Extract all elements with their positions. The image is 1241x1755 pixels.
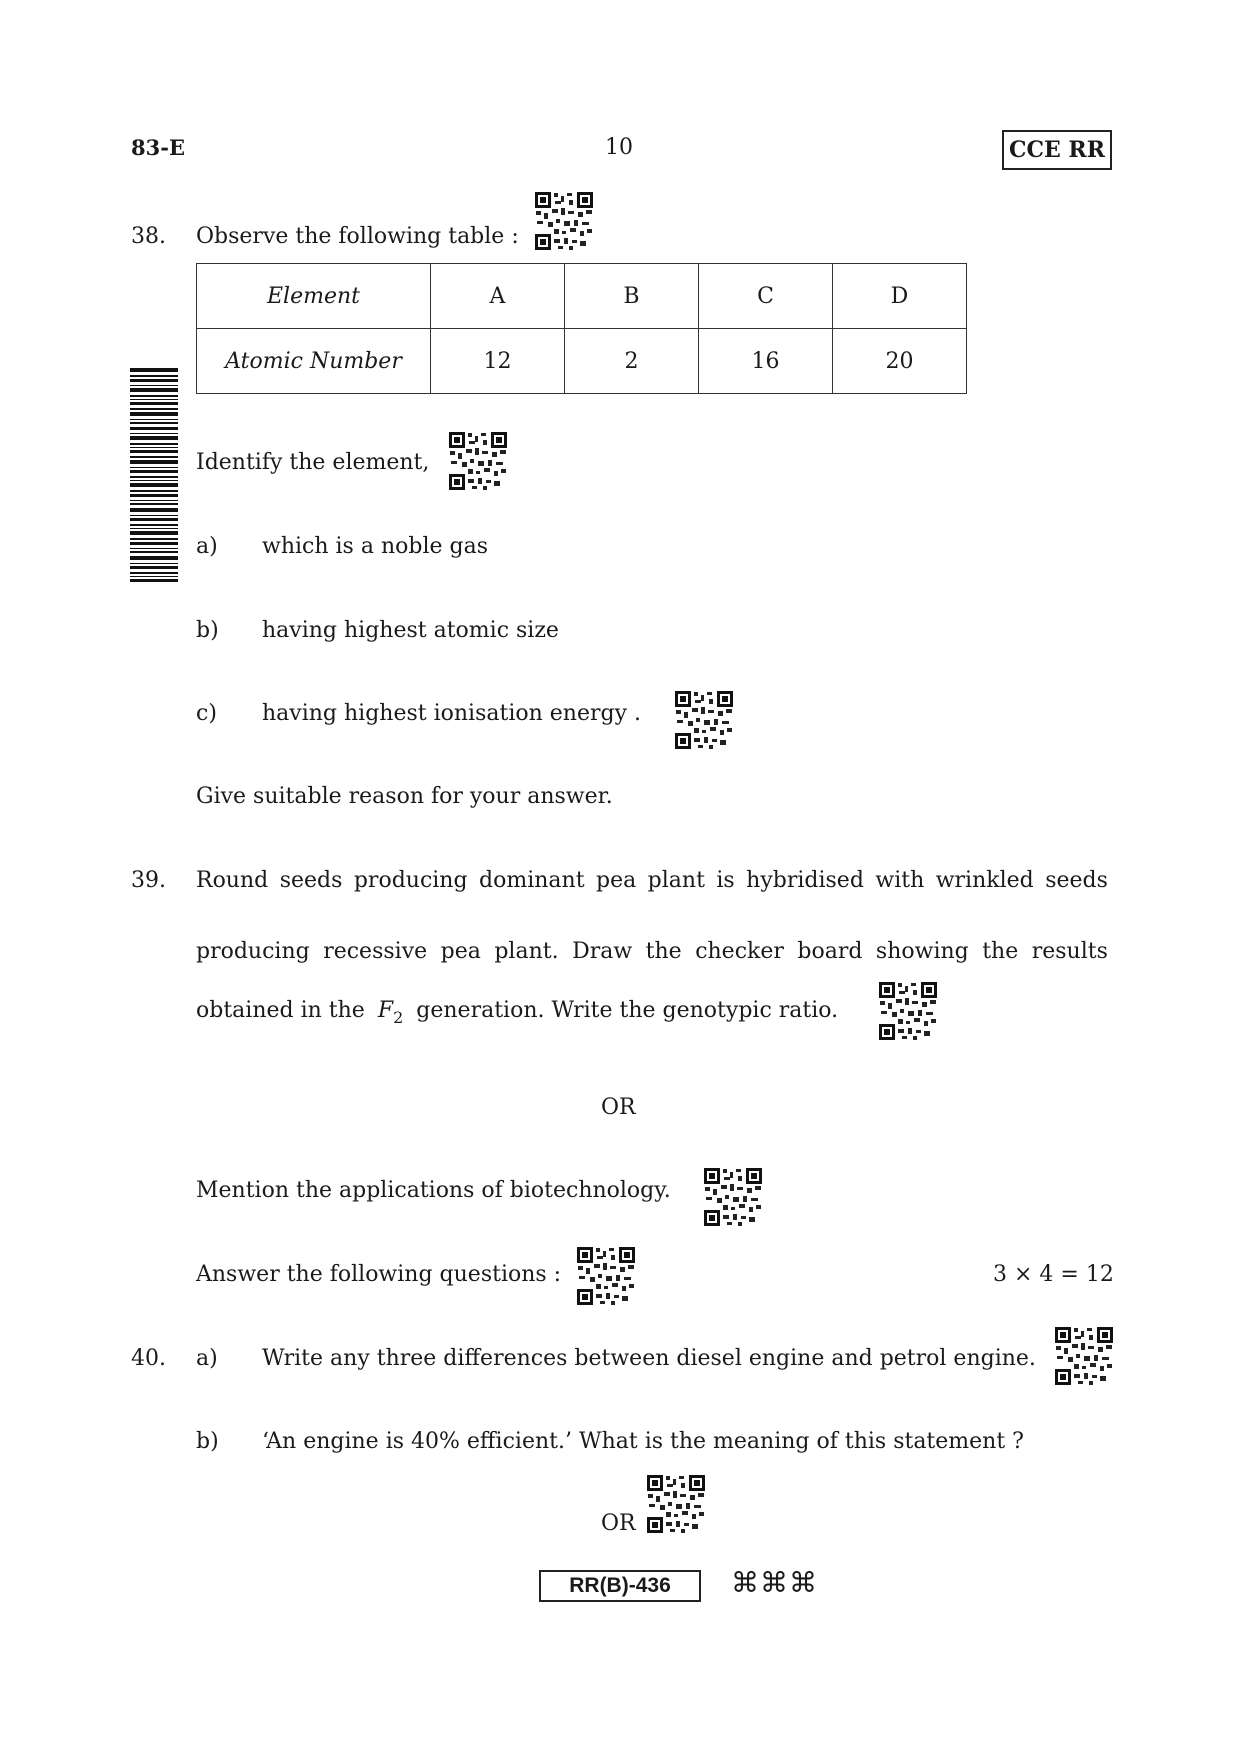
or-separator: OR — [601, 1095, 636, 1120]
table-cell: A — [431, 264, 565, 329]
part-text: which is a noble gas — [262, 534, 488, 559]
word: wrinkled — [935, 868, 1034, 893]
word: dominant — [479, 868, 585, 893]
qr-code-icon — [703, 1167, 763, 1227]
word: hybridised — [746, 868, 864, 893]
f-symbol: F — [377, 998, 394, 1023]
question-prompt: Observe the following table : — [196, 224, 519, 249]
word: plant. — [494, 939, 559, 964]
word: pea — [596, 868, 637, 893]
word: producing — [353, 868, 468, 893]
word: is — [716, 868, 735, 893]
series-badge: CCE RR — [1002, 130, 1112, 170]
table-cell: 20 — [833, 329, 967, 394]
question-number: 39. — [131, 868, 166, 893]
table-cell: C — [699, 264, 833, 329]
word: with — [875, 868, 925, 893]
question-line — [196, 941, 1108, 963]
part-label: b) — [196, 1429, 219, 1454]
question-number: 40. — [131, 1346, 166, 1371]
word: board — [797, 939, 863, 964]
question-line — [196, 998, 839, 1027]
qr-code-icon — [674, 690, 734, 750]
word: seeds — [279, 868, 343, 893]
section-instruction: Answer the following questions : — [196, 1262, 562, 1287]
qr-code-icon — [1054, 1326, 1114, 1386]
qr-code-icon — [534, 191, 594, 251]
question-number: 38. — [131, 224, 166, 249]
table-cell: Atomic Number — [197, 329, 431, 394]
table-cell: D — [833, 264, 967, 329]
part-label: b) — [196, 618, 219, 643]
table-row — [197, 264, 967, 329]
marks-scheme: 3 × 4 = 12 — [993, 1262, 1114, 1287]
word: seeds — [1045, 868, 1108, 893]
part-text: having highest atomic size — [262, 618, 559, 643]
page-number: 10 — [605, 135, 633, 160]
part-label: a) — [196, 534, 218, 559]
word: showing — [875, 939, 969, 964]
word: pea — [440, 939, 481, 964]
barcode-icon — [130, 368, 178, 582]
line-text: generation. Write the genotypic ratio. — [416, 998, 839, 1023]
part-label: c) — [196, 701, 217, 726]
qr-code-icon — [448, 431, 508, 491]
line-text: obtained in the — [196, 998, 365, 1023]
reason-instruction: Give suitable reason for your answer. — [196, 784, 613, 809]
qr-code-icon — [576, 1246, 636, 1306]
word: recessive — [323, 939, 428, 964]
qr-code-icon — [878, 981, 938, 1041]
part-text: Write any three differences between diesel engine and petrol engine. — [262, 1346, 1036, 1371]
paper-code: 83-E — [131, 135, 185, 160]
table-cell: Element — [197, 264, 431, 329]
element-table — [196, 263, 967, 394]
table-cell: 12 — [431, 329, 565, 394]
word: Round — [196, 868, 269, 893]
word: producing — [196, 939, 310, 964]
word: the — [645, 939, 682, 964]
question-line — [196, 870, 1108, 892]
qr-code-icon — [646, 1474, 706, 1534]
table-cell: 2 — [565, 329, 699, 394]
or-separator: OR — [601, 1511, 636, 1536]
footer-code: RR(B)-436 — [539, 1570, 701, 1602]
part-text: ‘An engine is 40% efficient.’ What is the meaning of this statement ? — [262, 1429, 1024, 1454]
word: checker — [695, 939, 784, 964]
alternative-question: Mention the applications of biotechnology. — [196, 1178, 671, 1203]
word: the — [982, 939, 1019, 964]
f-subscript: 2 — [393, 1008, 404, 1027]
word: plant — [647, 868, 705, 893]
word: Draw — [572, 939, 633, 964]
identify-instruction: Identify the element, — [196, 450, 430, 475]
table-cell: 16 — [699, 329, 833, 394]
word: results — [1031, 939, 1108, 964]
table-row — [197, 329, 967, 394]
part-label: a) — [196, 1346, 218, 1371]
table-cell: B — [565, 264, 699, 329]
ornament-icon: ⌘⌘⌘ — [731, 1566, 818, 1599]
part-text: having highest ionisation energy . — [262, 701, 641, 726]
